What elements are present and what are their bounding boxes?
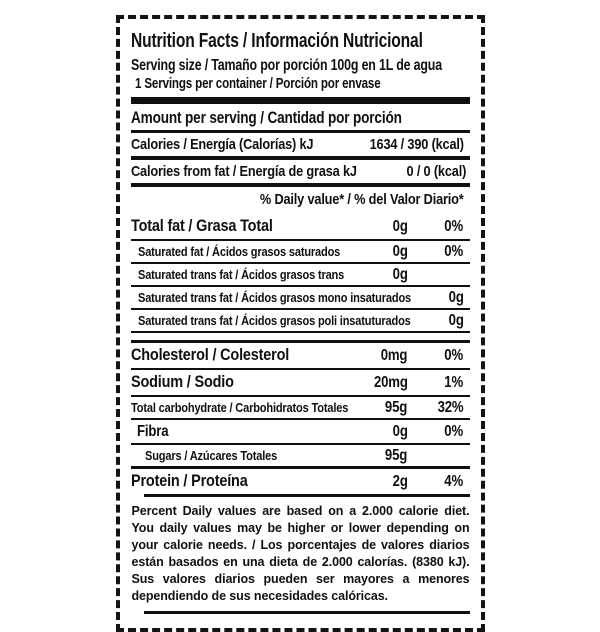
nutrient-amount-text: 20mg: [373, 374, 408, 391]
nutrient-dv-text: 4%: [444, 473, 464, 490]
calories-from-fat-row: [131, 160, 470, 183]
nutrient-dv-text: 0%: [444, 218, 464, 235]
nutrient-name: [131, 289, 411, 307]
calories-value: [353, 134, 470, 155]
nutrient-name: [130, 399, 348, 417]
nutrient-amount-text: 0g: [392, 423, 408, 440]
nutrient-dv: [408, 217, 470, 237]
nutrient-name: [131, 312, 411, 330]
nutrient-dv: [408, 346, 470, 366]
main-nutrients-section: [131, 340, 470, 494]
amount-per-serving-text: Amount per serving / Cantidad por porción: [130, 108, 402, 127]
calories-label-text: Calories / Energía (Calorías) kJ: [130, 136, 313, 153]
nutrient-name-text: Saturated fat / Ácidos grasos saturados: [137, 243, 340, 259]
nutrient-dv-text: 1%: [444, 374, 464, 391]
nutrient-name: [131, 345, 338, 365]
nutrient-row-sugars: [131, 445, 470, 466]
nutrient-row-total-fat: [131, 214, 470, 239]
nutrient-name-text: Saturated trans fat / Ácidos grasos mono insaturados: [137, 289, 411, 305]
calories-from-fat-value: [396, 161, 472, 182]
nutrient-name-text: Total fat / Grasa Total: [130, 216, 273, 235]
nutrient-name: [131, 447, 338, 465]
serving-size-text: Serving size / Tamaño por porción 100g en 1L de agua: [130, 57, 442, 74]
nutrient-row-cholesterol: [131, 343, 470, 368]
nutrient-name-text: Sugars / Azúcares Totales: [144, 447, 277, 463]
nutrient-dv-text: 0%: [444, 347, 464, 364]
nutrient-row-total-carbohydrate: [131, 397, 470, 418]
nutrient-dv-text: 0%: [444, 423, 464, 440]
nutrient-row-trans-fat: [131, 264, 470, 285]
nutrient-name: [131, 471, 338, 491]
nutrient-name-text: Protein / Proteína: [130, 471, 248, 490]
nutrient-amount-text: 0mg: [380, 347, 408, 364]
nutrient-amount: [408, 312, 470, 330]
nutrient-name-text: Cholesterol / Colesterol: [130, 345, 289, 364]
nutrient-amount-text: 2g: [392, 473, 408, 490]
nutrient-amount-text: 0g: [392, 242, 408, 260]
nutrient-dv: [408, 373, 470, 393]
daily-value-heading-text: % Daily value* / % del Valor Diario*: [259, 191, 464, 208]
nutrient-amount: [338, 217, 408, 237]
thick-divider-bar: [131, 97, 470, 104]
nutrient-dv: [408, 422, 470, 441]
section-gap: [131, 333, 470, 340]
nutrient-dv-text: 32%: [437, 398, 464, 416]
nutrient-amount-text: 95g: [385, 446, 408, 464]
nutrient-row-saturated-fat: [131, 241, 470, 262]
nutrient-name: [131, 422, 338, 441]
calories-from-fat-label: [131, 161, 397, 182]
nutrient-dv-text: 0%: [444, 242, 464, 260]
nutrient-amount-text: 0g: [392, 265, 408, 283]
nutrient-name: [131, 216, 338, 236]
nutrient-amount: [338, 472, 408, 492]
nutrition-facts-label: [116, 15, 485, 632]
nutrient-row-sodium: [131, 370, 470, 395]
label-title-text: Nutrition Facts / Información Nutricional: [130, 30, 423, 52]
nutrient-amount-text: 0g: [392, 218, 408, 235]
nutrient-amount: [338, 266, 408, 284]
calories-label: [131, 134, 353, 155]
nutrient-name-text: Saturated trans fat / Ácidos grasos poli insatuturados: [137, 312, 411, 328]
servings-per-container-text: 1 Servings per container / Porción por envase: [134, 76, 381, 92]
footnote-text: Percent Daily values are based on a 2.000 calorie diet. You daily values may be higher or lower depending on your calorie needs. / Los porcentajes de valores diarios están basados en una dieta de 2.000 calorías. (8380 kJ). Sus valores diarios pueden ser mayores a menores dependiendo de sus necesidades calóricas.: [131, 504, 470, 603]
amount-per-serving-heading: [131, 107, 470, 128]
calories-value-text: 1634 / 390 (kcal): [369, 136, 464, 153]
calories-row: [131, 133, 470, 156]
nutrient-amount-text: 95g: [385, 398, 408, 416]
serving-size-line: [131, 56, 470, 75]
nutrient-name-text: Total carbohydrate / Carbohidratos Totales: [130, 399, 348, 415]
nutrient-name-text: Saturated trans fat / Ácidos grasos trans: [137, 266, 344, 282]
nutrient-amount: [408, 289, 470, 307]
fats-section: [131, 214, 470, 333]
nutrient-name: [131, 243, 338, 261]
servings-per-container-line: [131, 75, 470, 93]
nutrient-row-protein: [131, 469, 470, 494]
nutrient-row-poly-unsaturated-fat: [131, 310, 470, 331]
calories-from-fat-label-text: Calories from fat / Energía de grasa kJ: [130, 163, 357, 180]
nutrient-row-fiber: [131, 420, 470, 443]
nutrient-amount: [338, 373, 408, 393]
nutrient-dv: [408, 399, 470, 417]
footnote-section: [131, 494, 470, 620]
nutrient-amount-text: 0g: [448, 288, 464, 306]
nutrient-name: [131, 372, 338, 392]
nutrient-name: [131, 266, 344, 284]
calories-from-fat-value-text: 0 / 0 (kcal): [406, 163, 467, 180]
nutrient-amount: [338, 243, 408, 261]
nutrient-dv: [408, 243, 470, 261]
nutrient-name-text: Sodium / Sodio: [130, 372, 234, 391]
nutrient-dv: [408, 472, 470, 492]
nutrient-amount-text: 0g: [448, 311, 464, 329]
nutrient-row-mono-unsaturated-fat: [131, 287, 470, 308]
divider: [144, 494, 470, 497]
nutrient-amount: [338, 346, 408, 366]
nutrient-amount: [338, 422, 408, 441]
label-title: [131, 29, 470, 53]
nutrient-amount: [338, 447, 408, 465]
footer-padding: [131, 614, 470, 620]
nutrient-name-text: Fibra: [136, 423, 168, 440]
daily-value-heading: [131, 187, 470, 214]
